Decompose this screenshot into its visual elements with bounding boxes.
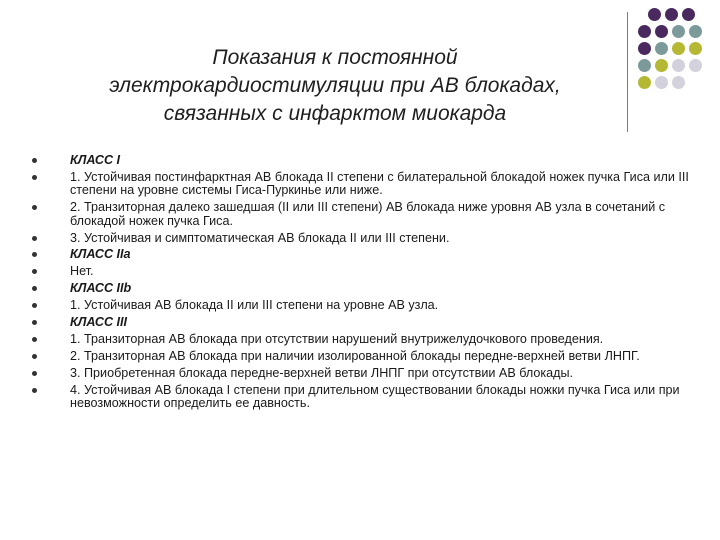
list-item-text: КЛАСС III	[70, 315, 128, 330]
decor-dot	[638, 59, 651, 72]
decor-dot	[655, 76, 668, 89]
list-item-text: 4. Устойчивая АВ блокада I степени при длительном существовании блокады ножки пучка Гиса или при невозможности определить ее давность.	[70, 382, 680, 411]
title-line-1: Показания к постоянной	[212, 46, 458, 69]
decor-dot	[655, 59, 668, 72]
list-item-text: КЛАСС IIa	[70, 247, 131, 262]
bullet-icon	[32, 354, 37, 359]
bullet-icon	[32, 205, 37, 210]
bullet-icon	[32, 158, 37, 163]
decor-dot	[672, 25, 685, 38]
bullet-icon	[32, 286, 37, 291]
decor-dot	[655, 25, 668, 38]
decor-dot	[665, 8, 678, 21]
list-item-text: 3. Приобретенная блокада передне-верхней ветви ЛНПГ при отсутствии АВ блокады.	[70, 365, 574, 380]
divider-line	[627, 12, 628, 132]
list-item	[30, 171, 690, 198]
list-item-text: 1. Устойчивая постинфарктная АВ блокада II степени с билатеральной блокадой ножек пучка Гиса или III степени на уровне системы Гиса-Пуркинье или ниже.	[70, 169, 689, 198]
list-item-text: 2. Транзиторная АВ блокада при наличии изолированной блокады передне-верхней ветви ЛНПГ.	[70, 348, 640, 363]
list-item	[30, 350, 690, 363]
list-item	[30, 265, 690, 278]
bullet-icon	[32, 303, 37, 308]
bullet-icon	[32, 269, 37, 274]
class-heading	[30, 248, 690, 261]
class-heading	[30, 316, 690, 329]
class-heading	[30, 154, 690, 167]
bullet-icon	[32, 371, 37, 376]
list-item	[30, 299, 690, 312]
list-item-text: Нет.	[70, 264, 94, 279]
bullet-icon	[32, 252, 37, 257]
title-line-3: связанных с инфарктом миокарда	[163, 102, 507, 125]
list-item-text: 1. Транзиторная АВ блокада при отсутствии нарушений внутрижелудочкового проведения.	[70, 331, 604, 346]
decor-dot	[638, 76, 651, 89]
list-item-text: КЛАСС IIb	[70, 281, 132, 296]
decor-dot	[689, 42, 702, 55]
bullet-icon	[32, 236, 37, 241]
decor-dot	[638, 25, 651, 38]
decor-dot	[682, 8, 695, 21]
decorative-dot-grid	[638, 8, 718, 108]
decor-dot	[689, 59, 702, 72]
list-item	[30, 367, 690, 380]
list-item	[30, 201, 690, 228]
list-item-text: 2. Транзиторная далеко зашедшая (II или III степени) АВ блокада ниже уровня АВ узла в сочетаний с блокадой ножек пучка Гиса.	[70, 200, 666, 228]
list-item	[30, 232, 690, 245]
bullet-icon	[32, 175, 37, 180]
decor-dot	[638, 42, 651, 55]
list-item	[30, 384, 690, 411]
decor-dot	[672, 42, 685, 55]
bullet-icon	[32, 320, 37, 325]
list-item-text: КЛАСС I	[70, 153, 121, 167]
list-item-text: 1. Устойчивая АВ блокада II или III степени на уровне АВ узла.	[70, 298, 439, 313]
indications-list	[30, 154, 690, 414]
decor-dot	[689, 25, 702, 38]
slide-title	[60, 44, 610, 128]
decor-dot	[655, 42, 668, 55]
class-heading	[30, 282, 690, 295]
list-item-text: 3. Устойчивая и симптоматическая АВ блокада II или III степени.	[70, 230, 450, 245]
title-line-2: электрокардиостимуляции при АВ блокадах,	[109, 74, 561, 97]
bullet-icon	[32, 388, 37, 393]
bullet-icon	[32, 337, 37, 342]
decor-dot	[648, 8, 661, 21]
decor-dot	[672, 76, 685, 89]
decor-dot	[672, 59, 685, 72]
list-item	[30, 333, 690, 346]
